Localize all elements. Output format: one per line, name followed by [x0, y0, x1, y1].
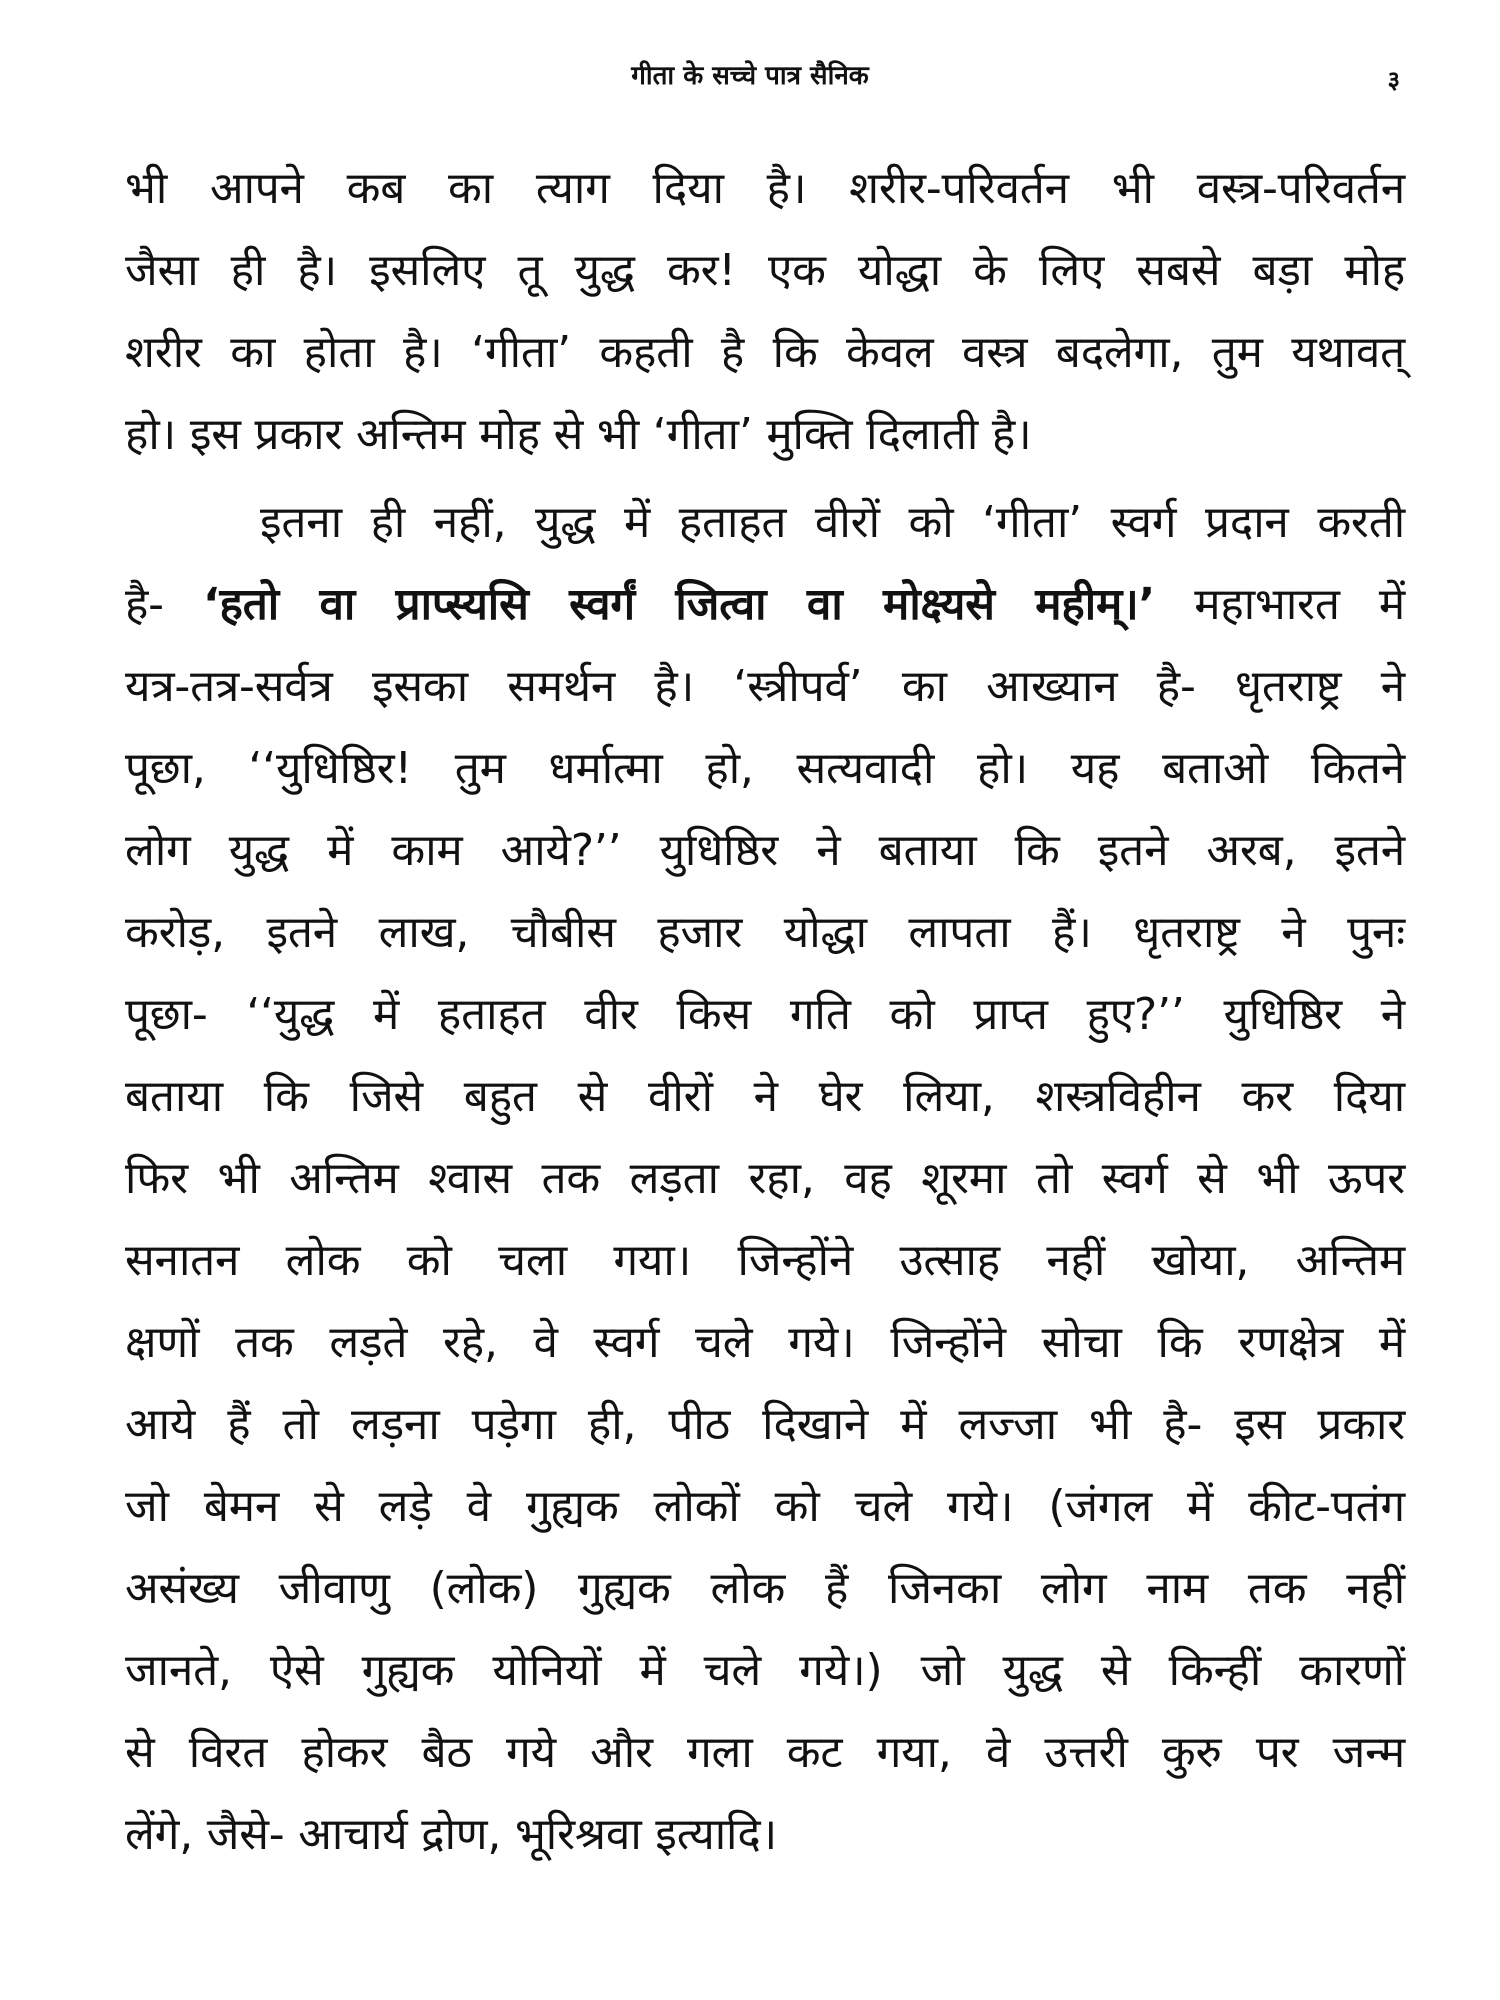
paragraph-1-line: शरीर का होता है। ‘गीता’ कहती है कि केवल वस्त्र बदलेगा, तुम यथावत्: [125, 327, 1405, 378]
header-title: गीता के सच्चे पात्र सैनिक: [631, 61, 869, 91]
paragraph-2-first-line: इतना ही नहीं, युद्ध में हताहत वीरों को ‘गीता’ स्वर्ग प्रदान करती: [260, 497, 1405, 548]
paragraph-2-line: करोड़, इतने लाख, चौबीस हजार योद्धा लापता हैं। धृतराष्ट्र ने पुनः: [125, 907, 1405, 958]
paragraph-2-line: जो बेमन से लड़े वे गुह्यक लोकों को चले गये। (जंगल में कीट-पतंग: [125, 1481, 1405, 1532]
line-suffix: महाभारत में: [1155, 579, 1405, 630]
page-number: ३: [1387, 66, 1400, 94]
paragraph-1-line: जैसा ही है। इसलिए तू युद्ध कर! एक योद्धा के लिए सबसे बड़ा मोह: [125, 245, 1405, 296]
paragraph-2-line: असंख्य जीवाणु (लोक) गुह्यक लोक हैं जिनका लोग नाम तक नहीं: [125, 1563, 1405, 1614]
paragraph-2-line: पूछा, ‘‘युधिष्ठिर! तुम धर्मात्मा हो, सत्यवादी हो। यह बताओ कितने: [125, 743, 1405, 794]
paragraph-1-line: हो। इस प्रकार अन्तिम मोह से भी ‘गीता’ मुक्ति दिलाती है।: [125, 409, 1032, 460]
paragraph-2-line: बताया कि जिसे बहुत से वीरों ने घेर लिया, शस्त्रविहीन कर दिया: [125, 1071, 1405, 1122]
paragraph-2-line: यत्र-तत्र-सर्वत्र इसका समर्थन है। ‘स्त्रीपर्व’ का आख्यान है- धृतराष्ट्र ने: [125, 661, 1405, 712]
paragraph-2-line-with-quote: [125, 564, 1405, 646]
paragraph-2-line: पूछा- ‘‘युद्ध में हताहत वीर किस गति को प्राप्त हुए?’’ युधिष्ठिर ने: [125, 989, 1405, 1040]
paragraph-2-line: फिर भी अन्तिम श्वास तक लड़ता रहा, वह शूरमा तो स्वर्ग से भी ऊपर: [125, 1153, 1405, 1204]
paragraph-2-line: सनातन लोक को चला गया। जिन्होंने उत्साह नहीं खोया, अन्तिम: [125, 1235, 1405, 1286]
paragraph-2-line: क्षणों तक लड़ते रहे, वे स्वर्ग चले गये। जिन्होंने सोचा कि रणक्षेत्र में: [125, 1317, 1405, 1368]
paragraph-1-line: भी आपने कब का त्याग दिया है। शरीर-परिवर्तन भी वस्त्र-परिवर्तन: [125, 163, 1405, 214]
running-header: [0, 56, 1500, 96]
paragraph-2-line: जानते, ऐसे गुह्यक योनियों में चले गये।) जो युद्ध से किन्हीं कारणों: [125, 1645, 1405, 1696]
paragraph-2-line: लोग युद्ध में काम आये?’’ युधिष्ठिर ने बताया कि इतने अरब, इतने: [125, 825, 1405, 876]
paragraph-2-line: लेंगे, जैसे- आचार्य द्रोण, भूरिश्रवा इत्यादि।: [125, 1809, 778, 1860]
paragraph-2-line: से विरत होकर बैठ गये और गला कट गया, वे उत्तरी कुरु पर जन्म: [125, 1727, 1405, 1778]
paragraph-2-line: आये हैं तो लड़ना पड़ेगा ही, पीठ दिखाने में लज्जा भी है- इस प्रकार: [125, 1399, 1405, 1450]
gita-quote: ‘हतो वा प्राप्स्यसि स्वर्गं जित्वा वा मोक्ष्यसे महीम्।’: [203, 579, 1156, 630]
body-text: [125, 148, 1405, 1876]
line-prefix: है-: [125, 579, 204, 630]
